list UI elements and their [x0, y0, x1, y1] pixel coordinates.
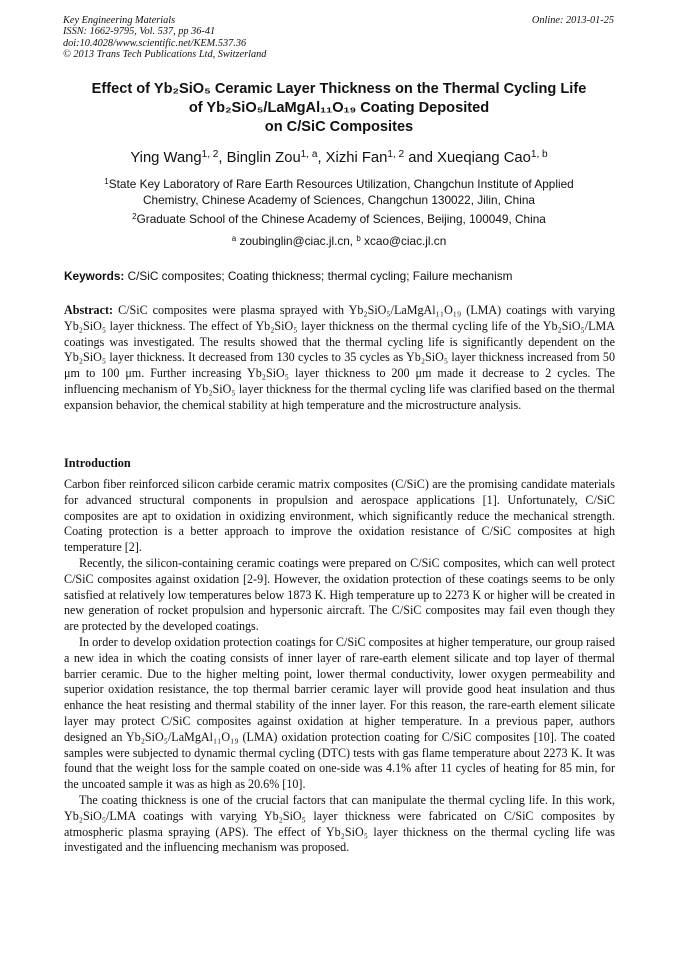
author-affil-mark: 1, 2 [387, 149, 405, 161]
abstract [64, 303, 615, 414]
email-mark: b [356, 234, 361, 244]
email-mark: a [231, 234, 237, 244]
email-line [60, 233, 618, 249]
affiliation-mark: 2 [132, 212, 137, 222]
email-link[interactable]: zoubinglin@ciac.jl.cn, [239, 234, 354, 248]
author-list: Ying Wang$^{1, 2}$, Binglin Zou$^{1, a}$, Xizhi Fan$^{1, 2}$ and Xueqiang Cao$^{1, b}$ [130, 149, 548, 166]
keywords-text: C/SiC composites; Coating thickness; thermal cycling; Failure mechanism [127, 269, 513, 283]
affiliation-mark: 1 [104, 177, 109, 187]
affiliation-2 [60, 211, 618, 227]
body-paragraph: In order to develop oxidation protection coatings for C/SiC composites at higher temperature, our group raised a new idea in which the coating consists of inner layer of rare-earth element silicate and top layer of thermal barrier ceramic. Due to the higher melting point, lower thermal conductivity, lower oxygen permeability and superior oxidation resistance, the top thermal barrier ceramic layer will provide good heat insulation and thus enhance the heat resisting and thermal stability of the inner layer. For this reason, the rare-earth element silicate layer may protect C/SiC composites against oxidation at higher temperature. In a previous paper, authors designed an Yb₂SiO₅/LaMgAl₁₁O₁₉ (LMA) oxidation protection coating for C/SiC composites [10]. The coated samples were subjected to dynamic thermal cycling (DTC) tests with gas flame temperature about 2273 K. It was found that the weight loss for the sample coated on one-side was 4.1% after 11 cycles of heating for 85 min, for the uncoated sample it was as high as 20.6% [10]. [64, 634, 615, 792]
keywords-label: Keywords: [64, 269, 125, 283]
title-line-2: of Yb₂SiO₅/LaMgAl₁₁O₁₉ Coating Deposited [188, 100, 490, 116]
abstract-label: Abstract: [64, 303, 114, 317]
author-name: Binglin Zou [226, 150, 301, 166]
author-conjunction: and [408, 150, 433, 166]
body-paragraph: Carbon fiber reinforced silicon carbide ceramic matrix composites (C/SiC) are the promising candidate materials for advanced structural components in propulsion and aerospace applications [1]. Unfortunately, C/SiC composites are apt to oxidation in oxidizing environment, which significantly reduce the mechanical strength. Coating protection is a better approach to improve the oxidation resistance of C/SiC composites at high temperature [2]. [64, 477, 615, 555]
abstract-text: C/SiC composites were plasma sprayed with Yb₂SiO₅/LaMgAl₁₁O₁₉ (LMA) coatings with varying Yb₂SiO₅ layer thickness. The effect of Yb₂SiO₅ layer thickness on the thermal cycling life of the Yb₂SiO₅/LMA coatings was investigated. The results showed that the thermal cycling life is significantly dependent on the Yb₂SiO₅ layer thickness. It decreased from 130 cycles to 35 cycles as Yb₂SiO₅ layer thickness increased from 50 μm to 100 μm. Further increasing Yb₂SiO₅ layer thickness to 200 μm made it decrease to 2 cycles. The influencing mechanism of Yb₂SiO₅ layer thickness for the thermal cycling life was clarified based on the thermal expansion behavior, the chemical stability at high temperature and the microstructure analysis. [64, 303, 615, 412]
affiliation-text: Chemistry, Chinese Academy of Sciences, Changchun 130022, Jilin, China [143, 193, 535, 207]
journal-name: Key Engineering Materials [63, 15, 176, 26]
introduction-heading: Introduction [64, 456, 131, 470]
introduction-body [64, 477, 615, 856]
body-paragraph: Recently, the silicon-containing ceramic coatings were prepared on C/SiC composites, which can well protect C/SiC composites against oxidation [2-9]. However, the oxidation protection of these coatings seems to be only satisfied at relatively low temperatures below 1873 K. High temperature up to 2273 K or higher will be created in new generation of rocket propulsion and hypersonic aircraft. The C/SiC composites may fail even though they are protected by the developed coatings. [64, 555, 615, 634]
affiliation-text: State Key Laboratory of Rare Earth Resources Utilization, Changchun Institute of Applied [108, 177, 574, 191]
online-date: Online: 2013-01-25 [531, 15, 614, 26]
title-line-1: Effect of Yb₂SiO₅ Ceramic Layer Thickness on the Thermal Cycling Life [91, 81, 587, 97]
keywords [64, 268, 616, 284]
title-line-3: on C/SiC Composites [264, 119, 414, 135]
author-name: Xizhi Fan [325, 150, 388, 166]
affiliation-text: Graduate School of the Chinese Academy of Sciences, Beijing, 100049, China [136, 212, 546, 226]
author-name: Xueqiang Cao [437, 150, 531, 166]
author-affil-mark: 1, b [530, 149, 548, 161]
author-affil-mark: 1, 2 [201, 149, 219, 161]
copyright-line: © 2013 Trans Tech Publications Ltd, Switzerland [63, 49, 267, 61]
body-paragraph: The coating thickness is one of the crucial factors that can manipulate the thermal cycling life. In this work, Yb₂SiO₅/LMA coatings with varying Yb₂SiO₅ layer thickness were fabricated on C/SiC composites by atmospheric plasma spraying (APS). The effect of Yb₂SiO₅ layer thickness on the thermal cycling life was investigated and the influencing mechanism was proposed. [64, 792, 615, 855]
author-name: Ying Wang [130, 150, 202, 166]
doi-line: doi:10.4028/www.scientific.net/KEM.537.36 [63, 37, 247, 49]
author-affil-mark: 1, a [300, 149, 318, 161]
email-link[interactable]: xcao@ciac.jl.cn [364, 234, 447, 248]
paper-title [60, 80, 618, 137]
affiliation-1 [60, 176, 618, 208]
issn-line: ISSN: 1662-9795, Vol. 537, pp 36-41 [63, 26, 216, 38]
journal-header [63, 15, 266, 61]
